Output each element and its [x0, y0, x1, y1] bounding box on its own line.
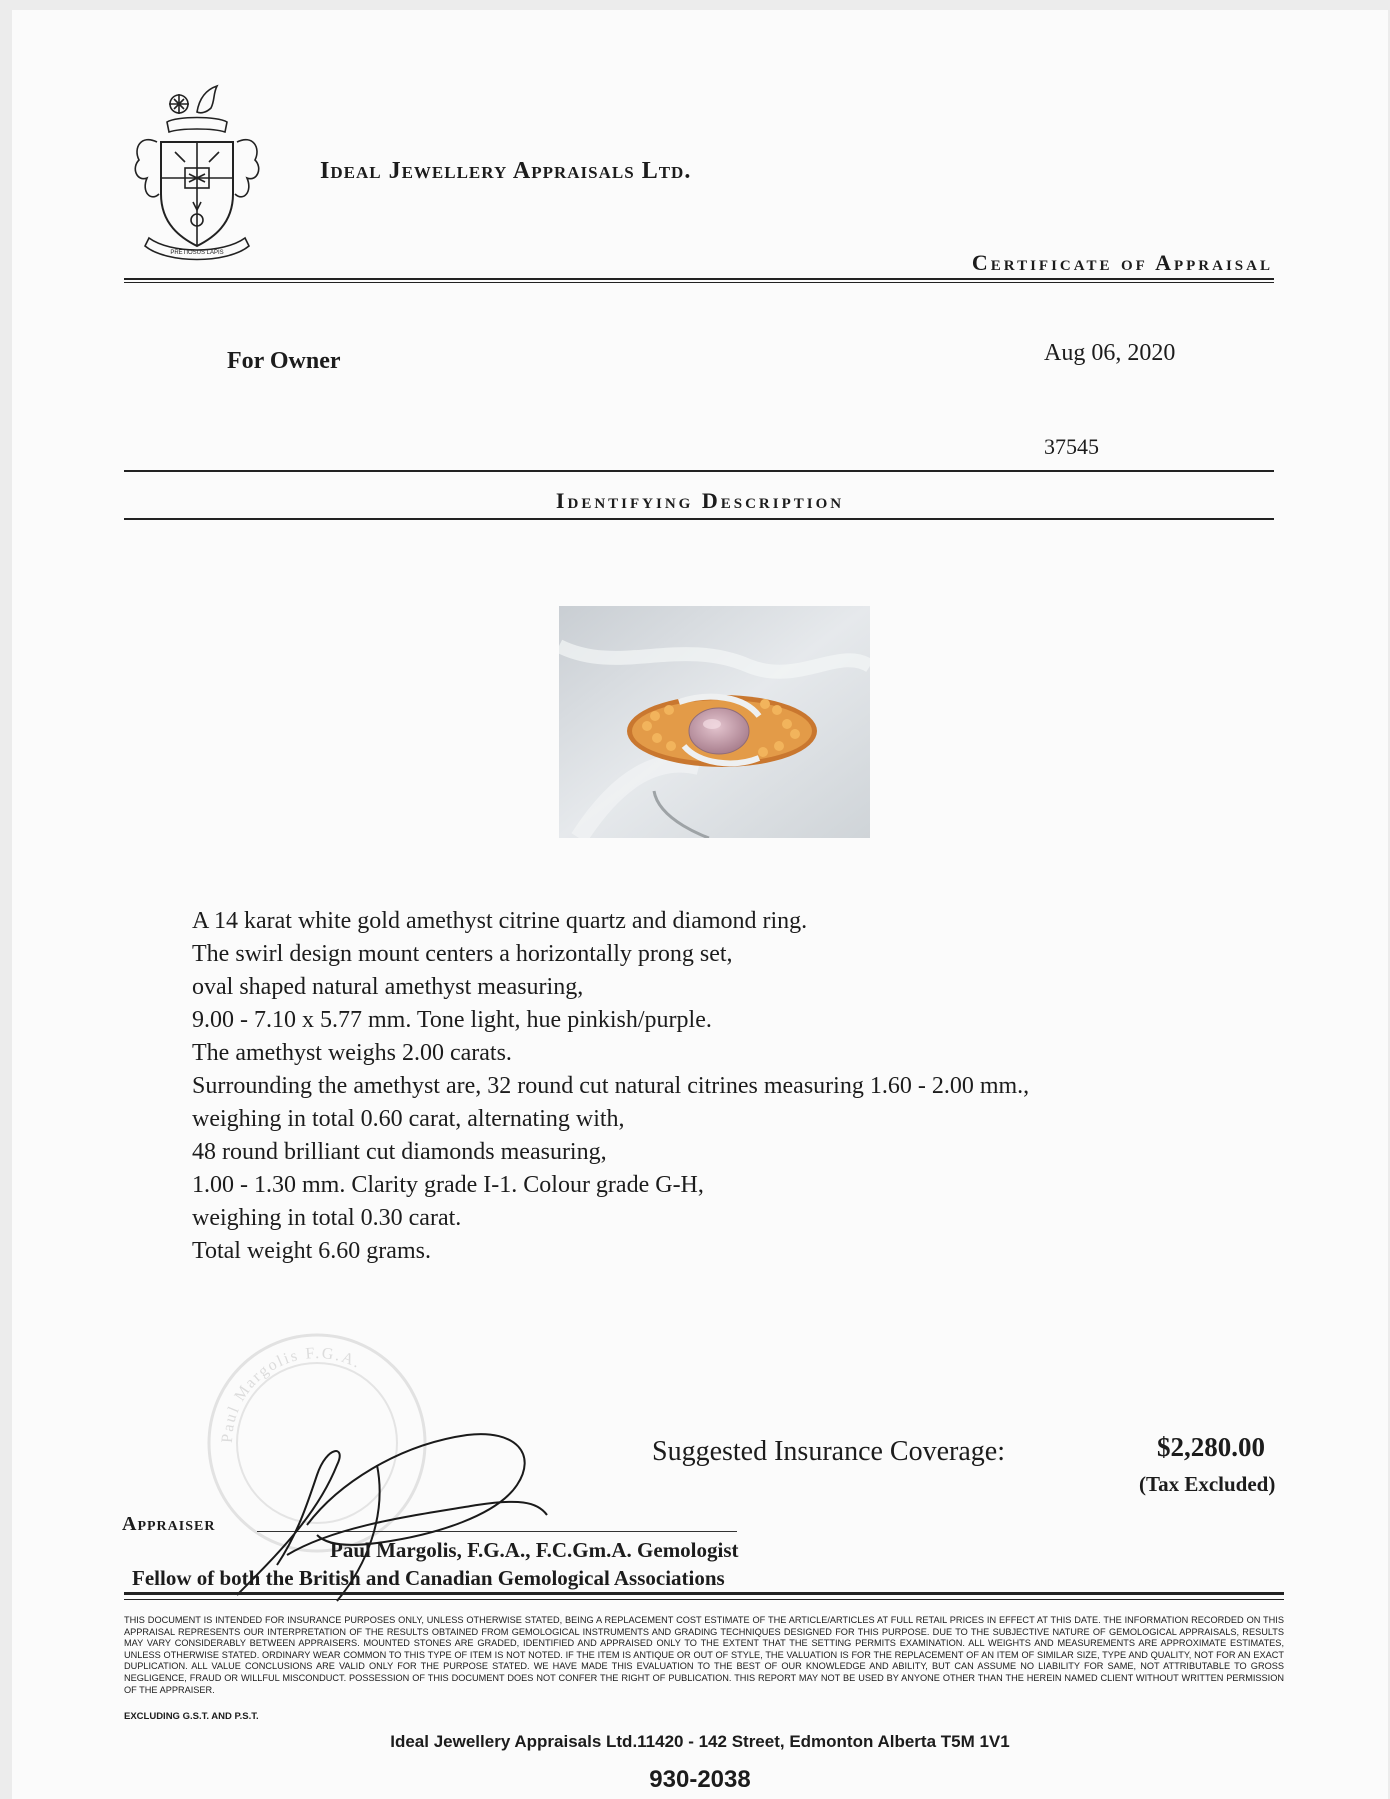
tax-note: (Tax Excluded)	[1139, 1472, 1276, 1496]
description-line: Total weight 6.60 grams.	[192, 1238, 431, 1264]
description-line: weighing in total 0.30 carat.	[192, 1205, 462, 1231]
section-divider-top	[124, 470, 1274, 472]
legal-disclaimer: THIS DOCUMENT IS INTENDED FOR INSURANCE PURPOSES ONLY, UNLESS OTHERWISE STATED, BEING A REPLACEMENT COST ESTIMATE OF THE ARTICLE/ARTICLES AT FULL RETAIL PRICES IN EFFECT AT THIS DATE. THE INFORMATION RECORDED ON THIS APPRAISAL REPRESENTS OUR INTERPRETATION OF THE RESULTS OBTAINED FROM GEMOLOGICAL INSTRUMENTS AND GRADING TECHNIQUES DESIGNED FOR THIS PURPOSE. DUE TO THE SUBJECTIVE NATURE OF GEMOLOGICAL APPRAISALS, RESULTS MAY VARY CONSIDERABLY BETWEEN APPRAISERS. MOUNTED STONES ARE GRADED, IDENTIFIED AND APPRAISED ONLY TO THE EXTENT THAT THE SETTING PERMITS EXAMINATION. ALL WEIGHTS AND MEASUREMENTS ARE APPROXIMATE ESTIMATES, UNLESS OTHERWISE STATED. ORDINARY WEAR COMMON TO THIS TYPE OF ITEM IS NOT NOTED. IF THE ITEM IS ANTIQUE OR OUT OF STYLE, THE VALUATION IS FOR THE REPLACEMENT OF AN ITEM OF SIMILAR SIZE, TYPE AND QUALITY, NOT FOR AN EXACT DUPLICATION. ALL VALUE CONCLUSIONS ARE VALID ONLY FOR THE PURPOSE STATED. WE HAVE MADE THIS EVALUATION TO THE BEST OF OUR KNOWLEDGE AND ABILITY, BUT CAN ASSUME NO LIABILITY FOR SAME, NOT ATTRIBUTABLE TO GROSS NEGLIGENCE, FRAUD OR WILLFUL MISCONDUCT. POSSESSION OF THIS DOCUMENT DOES NOT CONFER THE RIGHT OF PUBLICATION. THIS REPORT MAY NOT BE USED BY ANYONE OTHER THAN THE HEREIN NAMED CLIENT WITHOUT WRITTEN PERMISSION OF THE APPRAISER.	[124, 1615, 1284, 1695]
appraiser-name: Paul Margolis, F.G.A., F.C.Gm.A. Gemologist	[330, 1538, 739, 1562]
description-line: The swirl design mount centers a horizontally prong set,	[192, 941, 733, 967]
footer-divider-thin	[124, 1599, 1284, 1600]
section-divider-bottom	[124, 518, 1274, 520]
description-line: 48 round brilliant cut diamonds measuring,	[192, 1139, 607, 1165]
company-phone: 930-2038	[649, 1766, 751, 1793]
description-line: Surrounding the amethyst are, 32 round cut natural citrines measuring 1.60 - 2.00 mm.,	[192, 1073, 1030, 1099]
insurance-coverage-amount: $2,280.00	[1157, 1432, 1265, 1462]
company-address: Ideal Jewellery Appraisals Ltd.11420 - 142 Street, Edmonton Alberta T5M 1V1	[390, 1732, 1010, 1751]
appraiser-label: Appraiser	[122, 1513, 216, 1535]
description-line: oval shaped natural amethyst measuring,	[192, 974, 584, 1000]
section-title: Identifying Description	[555, 488, 845, 513]
coat-of-arms-logo	[127, 82, 267, 272]
appraiser-signature	[217, 1405, 557, 1605]
footer-divider	[124, 1592, 1284, 1595]
appraiser-affiliation: Fellow of both the British and Canadian Gemological Associations	[132, 1566, 725, 1590]
header-divider-thin	[124, 282, 1274, 283]
svg-text:PRETIOSUS LAPIS: PRETIOSUS LAPIS	[170, 250, 224, 256]
svg-text:Paul Margolis F.G.A.: Paul Margolis F.G.A.	[218, 1344, 365, 1444]
description-line: weighing in total 0.60 carat, alternating with,	[192, 1106, 625, 1132]
description-line: The amethyst weighs 2.00 carats.	[192, 1040, 512, 1066]
company-name: Ideal Jewellery Appraisals Ltd.	[320, 158, 692, 184]
tax-exclusion-note: EXCLUDING G.S.T. AND P.S.T.	[124, 1711, 259, 1722]
certificate-title: Certificate of Appraisal	[971, 250, 1273, 275]
reference-number: 37545	[1044, 434, 1099, 459]
description-line: 9.00 - 7.10 x 5.77 mm. Tone light, hue pinkish/purple.	[192, 1007, 712, 1033]
description-line: 1.00 - 1.30 mm. Clarity grade I-1. Colour grade G-H,	[192, 1172, 704, 1198]
appraisal-certificate	[12, 10, 1388, 1799]
insurance-coverage-label: Suggested Insurance Coverage:	[652, 1436, 1005, 1467]
item-description	[192, 905, 1192, 1268]
owner-label: For Owner	[227, 348, 341, 374]
appraisal-date: Aug 06, 2020	[1044, 340, 1176, 366]
header-divider	[124, 278, 1274, 280]
ring-photo	[559, 606, 870, 838]
description-line: A 14 karat white gold amethyst citrine quartz and diamond ring.	[192, 908, 808, 934]
